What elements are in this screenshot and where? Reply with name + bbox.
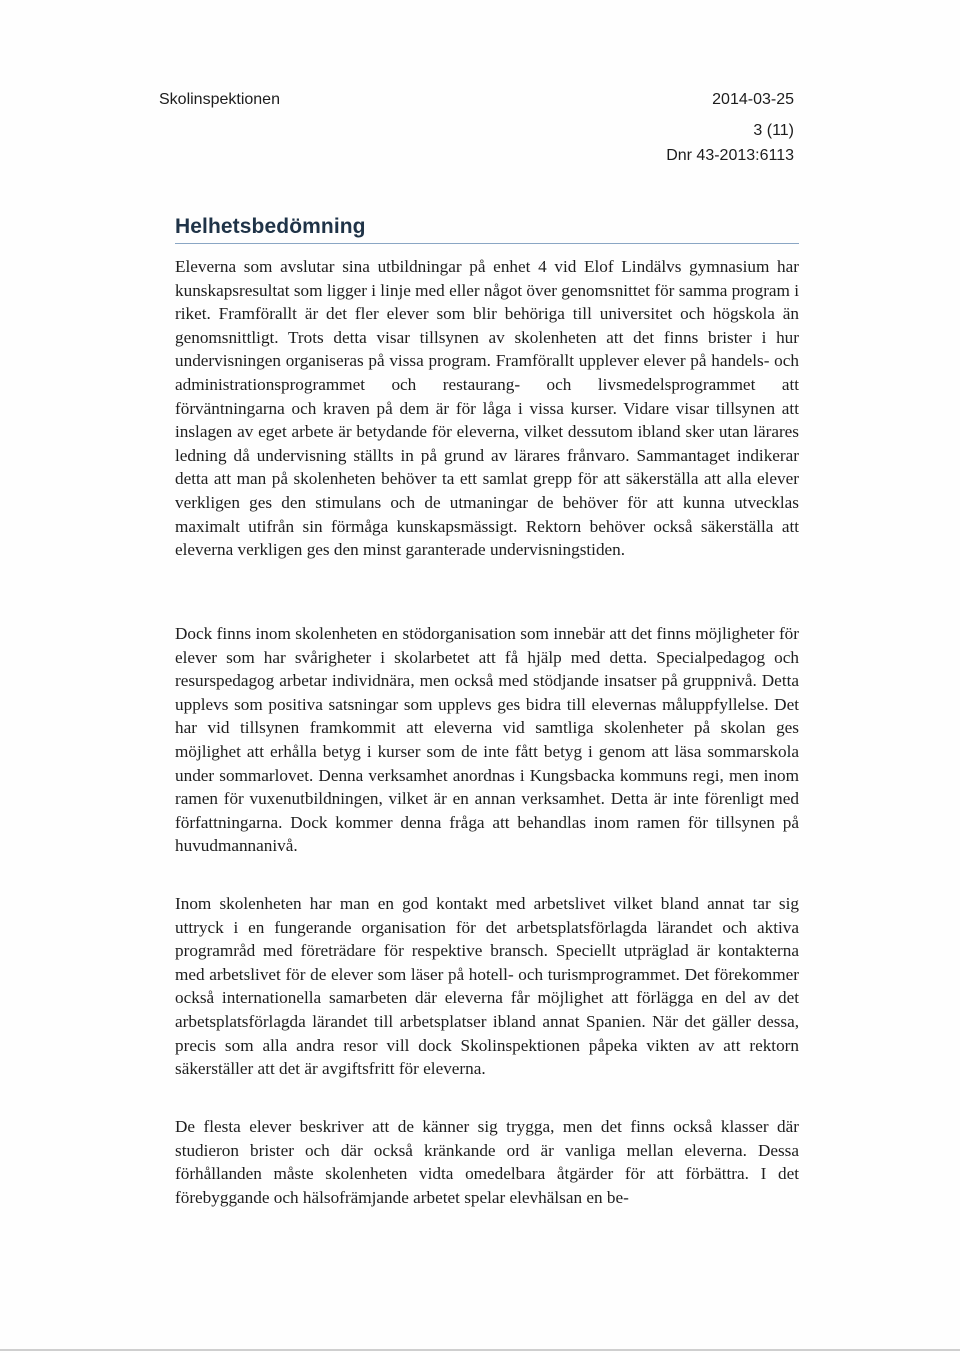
paragraph-1: [175, 255, 799, 562]
paragraph-2-text: Dock finns inom skolenheten en stödorganisation som innebär att det finns möjligheter för elever som har svårigheter i skolarbetet att få hjälp med detta. Specialpedagog och resurspedagog arbetar individnära, men också med stödjande insatser på gruppnivå. Detta upplevs som positiva satsningar som upplevs ges bidra till elevernas måluppfyllelse. Det har vid tillsynen framkommit att eleverna vid samtliga skolenheter på skolan ges möjlighet att erhålla betyg i kurser som de inte fått betyg i genom att läsa sommarskola under sommarlovet. Denna verksamhet anordnas i Kungsbacka kommuns regi, men inom ramen för vuxenutbildningen, vilket är en annan verksamhet. Detta är inte förenligt med författningarna. Dock kommer denna fråga att behandlas inom ramen för tillsynen på huvudmannanivå.: [175, 624, 799, 856]
header-reference-number: Dnr 43-2013:6113: [666, 147, 794, 164]
header-page-number: 3 (11): [753, 122, 794, 139]
header-date: 2014-03-25: [712, 91, 794, 108]
paragraph-1-text: Eleverna som avslutar sina utbildningar på enhet 4 vid Elof Lindälvs gymnasium har kunskapsresultat som ligger i linje med eller något över genomsnittet för samma program i riket. Framförallt är det fler elever som blir behöriga till universitet och högskola än genomsnittligt. Trots detta visar tillsynen av skolenheten att det finns brister i hur undervisningen organiseras på vissa program. Framförallt upplever elever på handels- och administrationsprogrammet och restaurang- och livsmedelsprogrammet att förväntningarna och kraven på dem är för låga i vissa kurser. Vidare visar tillsynen att inslagen av eget arbete är betydande för eleverna, vilket dessutom ibland sker utan lärares ledning då undervisning ställts in på grund av lärares frånvaro. Sammantaget indikerar detta att man på skolenheten behöver ta ett samlat grepp för att säkerställa att alla elever verkligen ges den stimulans och de utmaningar de behöver för att kunna utvecklas maximalt utifrån sin förmåga kunskapsmässigt. Rektorn behöver också säkerställa att eleverna verkligen ges den minst garanterade undervisningstiden.: [175, 257, 799, 560]
paragraph-3-text: Inom skolenheten har man en god kontakt med arbetslivet vilket bland annat tar sig uttryck i en fungerande organisation för det arbetsplatsförlagda lärandet och aktiva programråd med företrädare för respektive bransch. Speciellt utpräglad är kontakterna med arbetslivet för de elever som läser på hotell- och turismprogrammet. Det förekommer också internationella samarbeten där eleverna får möjlighet att förlägga en del av det arbetsplatsförlagda lärandet till arbetsplatser ibland annat Spanien. När det gäller dessa, precis som alla andra resor vill dock Skolinspektionen påpeka vikten av att rektorn säkerställer att det är avgiftsfritt för eleverna.: [175, 894, 799, 1079]
paragraph-4: [175, 1115, 799, 1209]
title-underline: [175, 243, 799, 244]
section-title: Helhetsbedömning: [175, 215, 366, 238]
paragraph-3: [175, 892, 799, 1081]
paragraph-2: [175, 622, 799, 858]
header-organization: Skolinspektionen: [159, 91, 280, 108]
page-bottom-edge: [0, 1349, 960, 1351]
paragraph-4-text: De flesta elever beskriver att de känner sig trygga, men det finns också klasser där studieron brister och där också kränkande ord är vanliga mellan eleverna. Dessa förhållanden måste skolenheten vidta omedelbara åtgärder för att förbättra. I det förebyggande och hälsofrämjande arbetet spelar elevhälsan en be-: [175, 1117, 799, 1207]
